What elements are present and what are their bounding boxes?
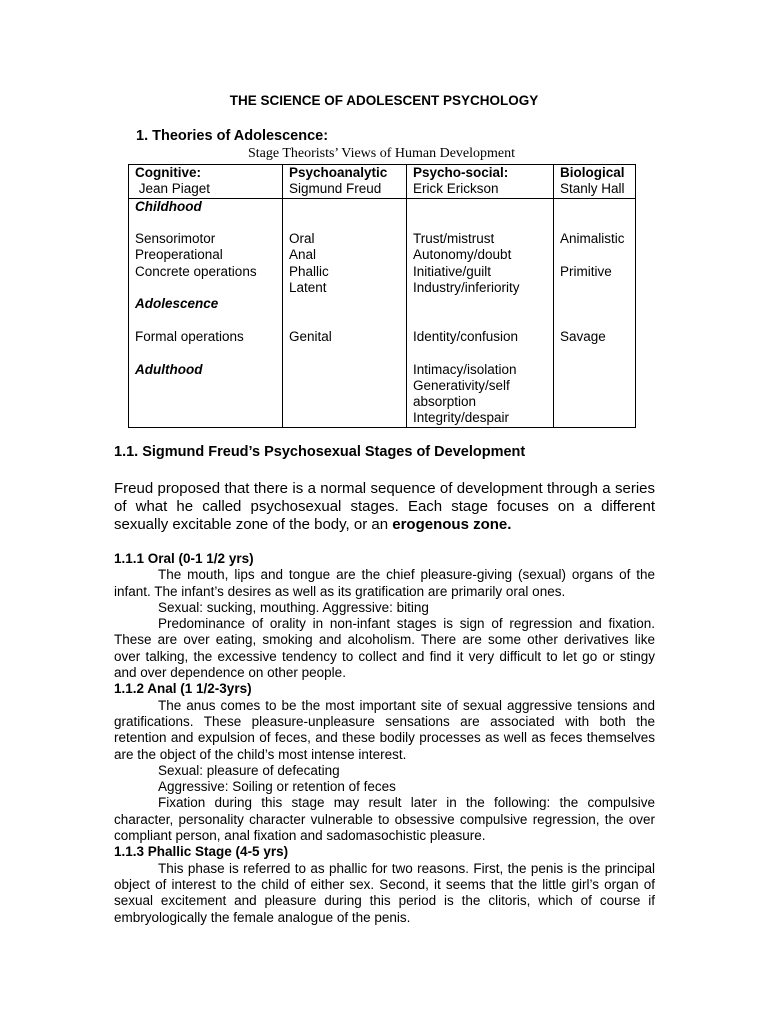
intro-text: Freud proposed that there is a normal sequence of development through a series of what he called psychosexual stages. Each stage focuses on a different sexually excitable zone of the body, or an <box>114 480 655 533</box>
paragraph: The mouth, lips and tongue are the chief pleasure-giving (sexual) organs of the infant. The infant’s desires as well as its gratification are primarily oral ones. <box>114 567 655 599</box>
table-cell-text: Generativity/self <box>413 377 510 393</box>
table-cell-text: Identity/confusion <box>413 328 519 344</box>
paragraph: Sexual: pleasure of defecating <box>158 762 340 778</box>
table-cell-text: Primitive <box>560 263 612 279</box>
table-cell-text: Oral <box>289 231 315 247</box>
header-theorist: Stanly Hall <box>560 181 625 197</box>
table-cell-text: Savage <box>560 328 606 344</box>
table-cell-text: Concrete operations <box>135 263 257 279</box>
table-cell-text: Preoperational <box>135 247 223 263</box>
table-cell-text: absorption <box>413 394 477 410</box>
header-label: Psycho-social: <box>413 165 509 180</box>
header-label: Psychoanalytic <box>289 165 388 180</box>
subheading-anal: 1.1.2 Anal (1 1/2-3yrs) <box>114 681 252 697</box>
period-label-childhood: Childhood <box>135 198 202 214</box>
psychoanalytic-column <box>283 198 407 427</box>
subheading-phallic: 1.1.3 Phallic Stage (4-5 yrs) <box>114 844 289 860</box>
table-cell-text: Industry/inferiority <box>413 280 520 296</box>
section-heading-theories: 1. Theories of Adolescence: <box>136 128 329 144</box>
paragraph: Aggressive: Soiling or retention of feces <box>158 779 396 795</box>
header-psychosocial <box>407 165 554 199</box>
intro-bold-term: erogenous zone. <box>392 516 512 533</box>
table-cell-text: Anal <box>289 247 317 263</box>
header-theorist: Sigmund Freud <box>289 181 382 197</box>
header-theorist: Erick Erickson <box>413 181 499 197</box>
psychosocial-column <box>407 198 554 427</box>
table-body-row <box>129 198 636 427</box>
header-label: Cognitive: <box>135 165 201 180</box>
header-psychoanalytic <box>283 165 407 199</box>
table-header-row <box>129 165 636 199</box>
cognitive-column <box>129 198 283 427</box>
table-cell-text: Intimacy/isolation <box>413 361 517 377</box>
table-cell-text: Integrity/despair <box>413 410 510 426</box>
biological-column <box>554 198 636 427</box>
header-theorist: Jean Piaget <box>135 181 211 197</box>
period-label-adulthood: Adulthood <box>135 361 203 377</box>
table-cell-text: Animalistic <box>560 231 625 247</box>
stages-body <box>114 551 655 926</box>
table-cell-text: Genital <box>289 328 332 344</box>
table-cell-text: Trust/mistrust <box>413 231 495 247</box>
table-cell-text: Autonomy/doubt <box>413 247 512 263</box>
header-cognitive <box>129 165 283 199</box>
header-biological <box>554 165 636 199</box>
table-cell-text: Latent <box>289 280 327 296</box>
table-cell-text: Phallic <box>289 263 329 279</box>
stage-theorists-table <box>128 164 636 428</box>
header-label: Biological <box>560 165 625 180</box>
paragraph: This phase is referred to as phallic for two reasons. First, the penis is the principal object of interest to the child of either sex. Second, it seems that the little girl’s organ of sexual excitement and pleasure during this period is the clitoris, which of course if embryologically the female analogue of the penis. <box>114 860 655 925</box>
paragraph: The anus comes to be the most important site of sexual aggressive tensions and gratifications. These pleasure-unpleasure sensations are associated with both the retention and expulsion of feces, and these bodily processes as well as feces themselves are the object of the child’s most intense interest. <box>114 697 655 762</box>
table-caption: Stage Theorists’ Views of Human Development <box>247 146 516 161</box>
paragraph: Sexual: sucking, mouthing. Aggressive: biting <box>158 599 429 615</box>
intro-paragraph <box>114 480 655 534</box>
paragraph: Predominance of orality in non-infant stages is sign of regression and fixation. These are over eating, smoking and alcoholism. There are some other derivatives like over talking, the excessive tendency to collect and find it very difficult to let go or stingy and over dependence on other people. <box>114 616 655 681</box>
table-cell-text: Formal operations <box>135 328 244 344</box>
paragraph: Fixation during this stage may result later in the following: the compulsive character, personality character vulnerable to obsessive compulsive regression, the over compliant person, anal fixation and sadomasochistic pleasure. <box>114 795 655 844</box>
table-cell-text: Sensorimotor <box>135 231 216 247</box>
subheading-oral: 1.1.1 Oral (0-1 1/2 yrs) <box>114 551 254 566</box>
document-title: THE SCIENCE OF ADOLESCENT PSYCHOLOGY <box>229 93 539 108</box>
period-label-adolescence: Adolescence <box>135 296 219 312</box>
section-heading-freud: 1.1. Sigmund Freud’s Psychosexual Stages of Development <box>114 444 526 460</box>
table-cell-text: Initiative/guilt <box>413 263 492 279</box>
